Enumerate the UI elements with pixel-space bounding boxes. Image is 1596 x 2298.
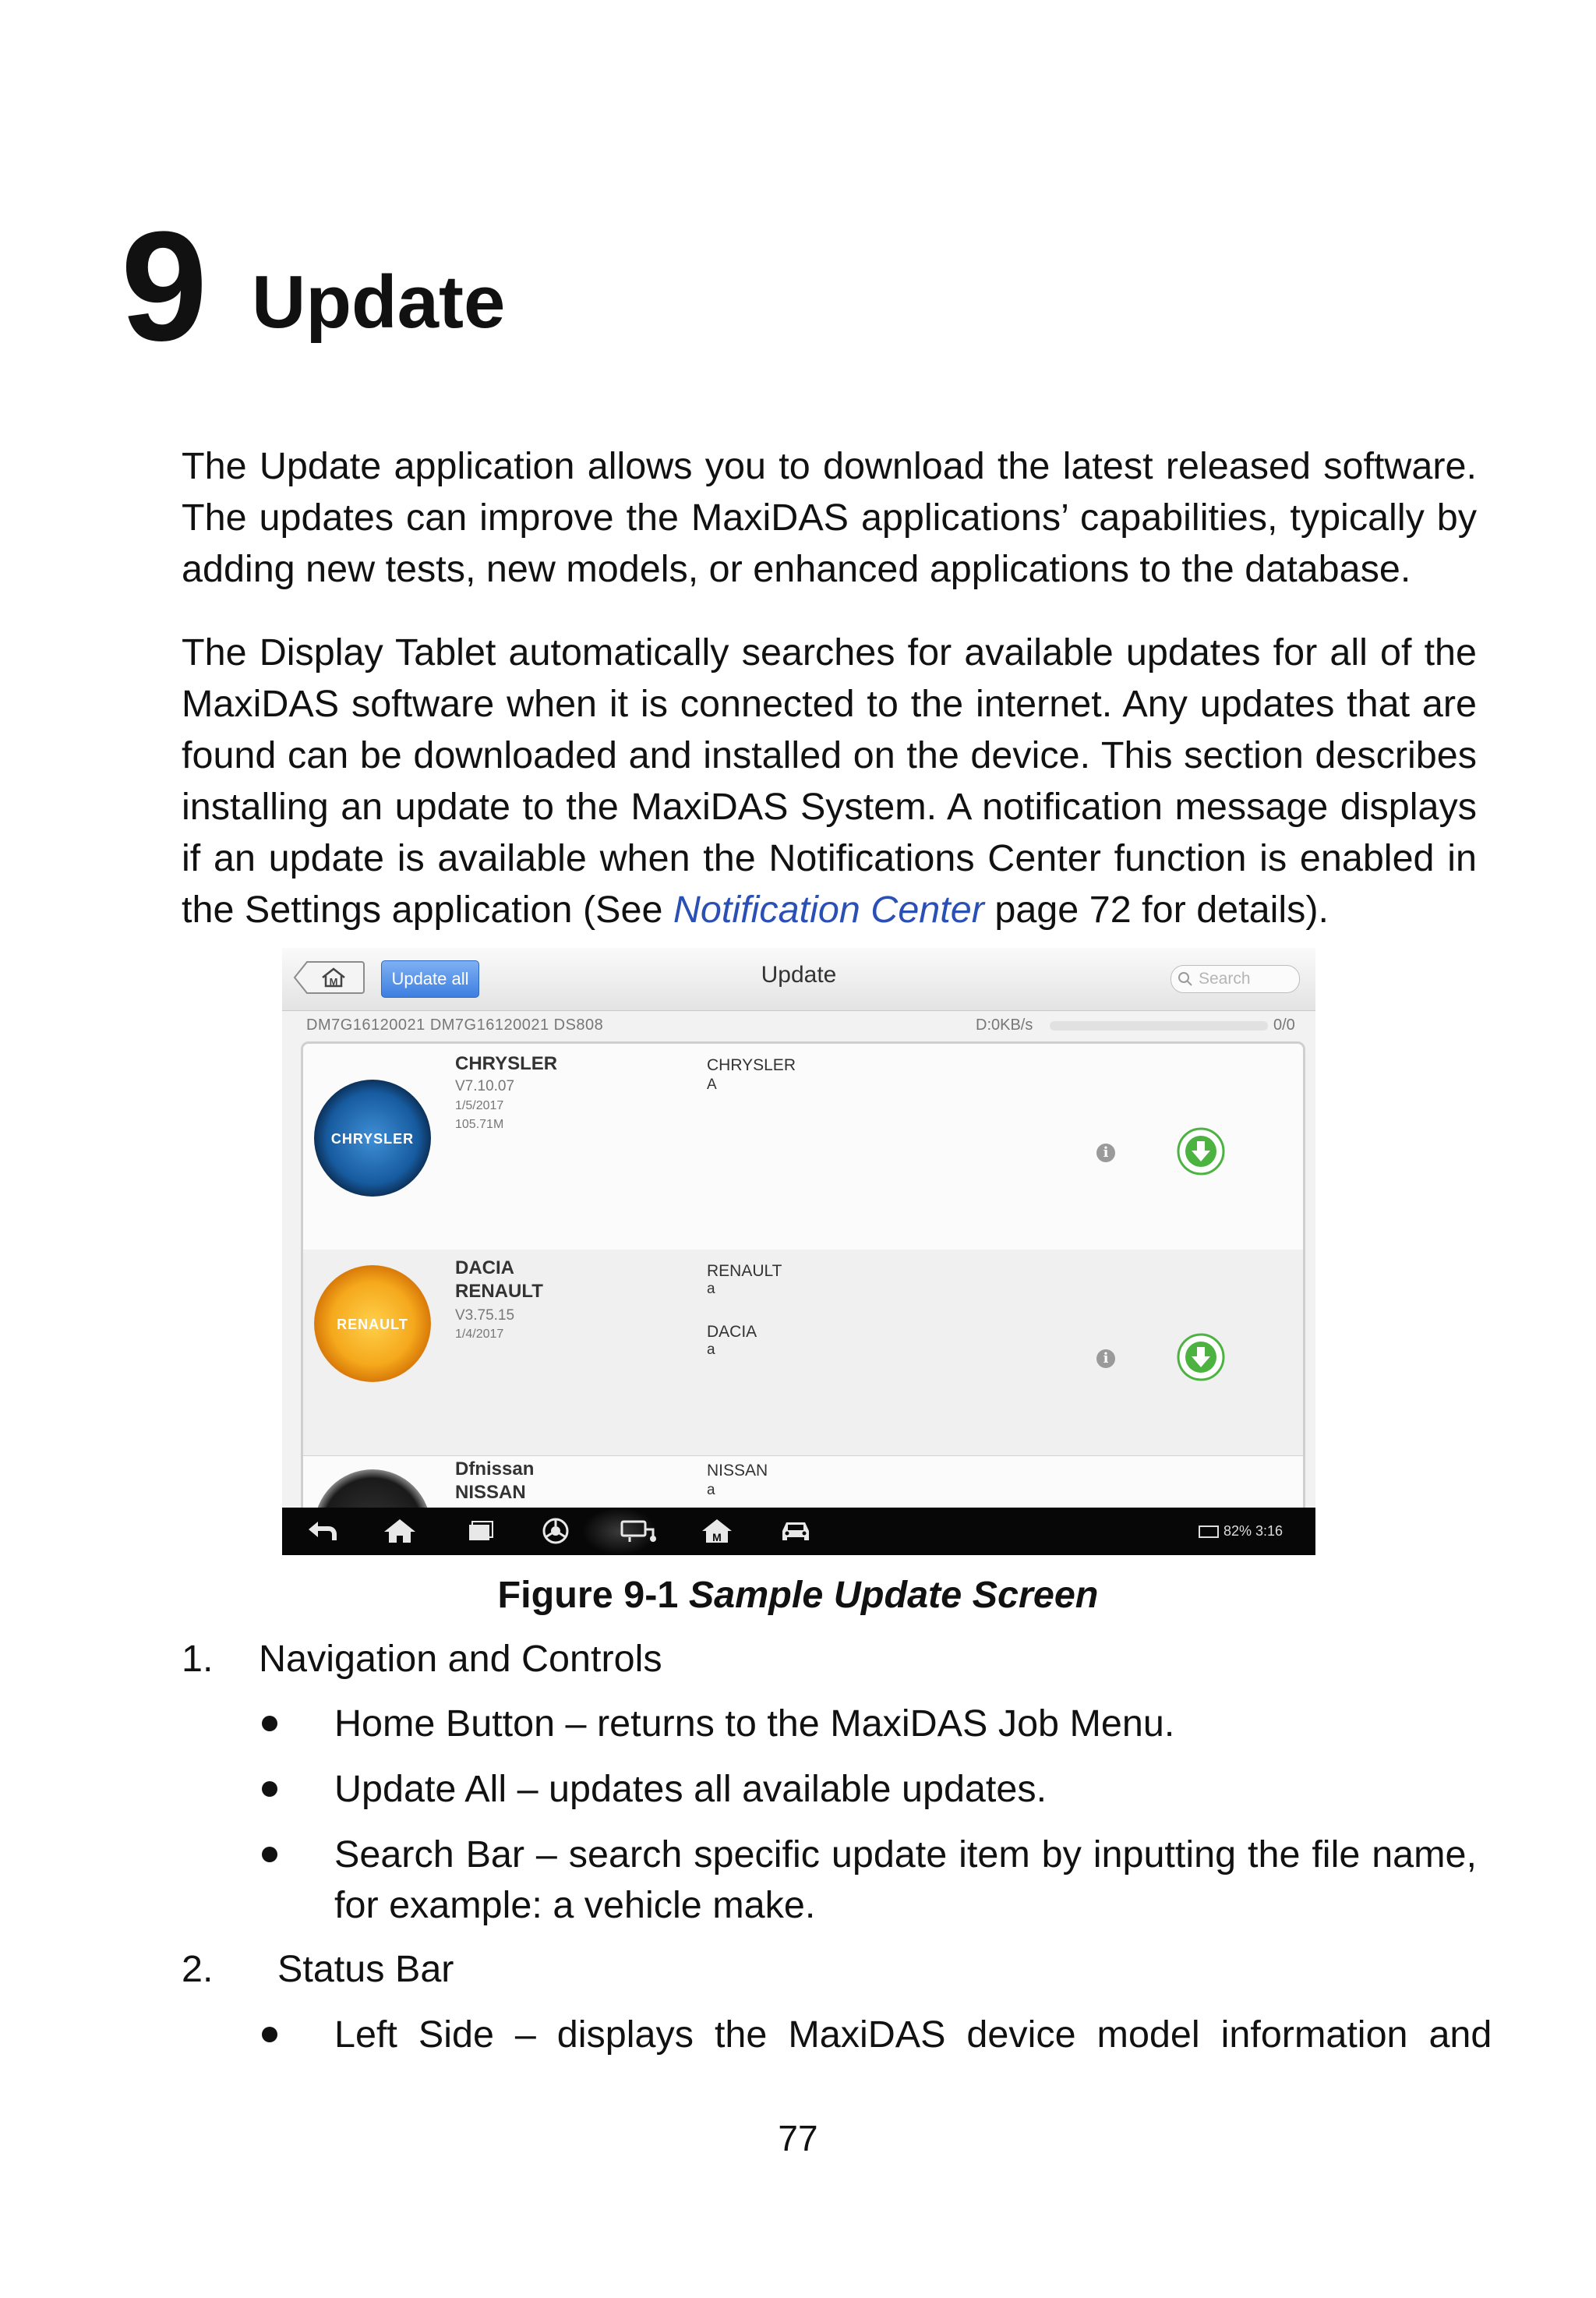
- logo-label: CHRYSLER: [330, 1131, 415, 1147]
- notification-center-link[interactable]: Notification Center: [673, 889, 984, 931]
- bullet-text: Search Bar – search specific update item by inputting the file name,: [334, 1833, 1477, 1876]
- search-icon: [1178, 971, 1193, 987]
- bullet-text: for example: a vehicle make.: [334, 1884, 816, 1926]
- battery-wifi-icon: [1199, 1526, 1219, 1538]
- item-make-sub: A: [707, 1077, 717, 1093]
- item-make: NISSAN: [707, 1462, 768, 1480]
- list-item[interactable]: [303, 1250, 1303, 1456]
- info-icon[interactable]: i: [1096, 1144, 1115, 1162]
- title-bar: [282, 948, 1315, 1011]
- figure-label: Figure 9-1: [497, 1574, 679, 1616]
- bullet-text: Left Side – displays the MaxiDAS device model information and: [334, 2013, 1492, 2056]
- list-item-title: Navigation and Controls: [259, 1638, 662, 1680]
- back-icon[interactable]: [305, 1517, 341, 1545]
- home-icon[interactable]: [382, 1517, 418, 1545]
- info-icon[interactable]: i: [1096, 1349, 1115, 1368]
- list-number: 1.: [182, 1638, 214, 1680]
- status-bar: [282, 1012, 1315, 1038]
- item-name: DACIA: [455, 1257, 514, 1278]
- item-version: V3.75.15: [455, 1307, 515, 1324]
- figure-title: Sample Update Screen: [688, 1574, 1099, 1616]
- update-all-button[interactable]: Update all: [381, 960, 479, 998]
- recent-apps-icon[interactable]: [463, 1517, 499, 1545]
- item-name: NISSAN: [455, 1482, 526, 1503]
- item-make: DACIA: [707, 1323, 757, 1341]
- download-progress-bar: [1050, 1021, 1268, 1031]
- item-size: 105.71M: [455, 1118, 504, 1131]
- system-status: [1199, 1523, 1283, 1540]
- list-item-title: Status Bar: [277, 1948, 454, 1990]
- para-text: page 72 for details).: [983, 889, 1329, 931]
- bullet: [262, 1781, 277, 1797]
- para-last-line: [182, 884, 1477, 935]
- update-count: 0/0: [1273, 1016, 1295, 1034]
- vci-connection-icon[interactable]: [619, 1517, 659, 1545]
- bullet-text: Home Button – returns to the MaxiDAS Job Menu.: [334, 1702, 1175, 1745]
- item-date: 1/5/2017: [455, 1099, 504, 1112]
- para-line: if an update is available when the Notifications Center function is enabled in: [182, 837, 1477, 879]
- vehicle-icon[interactable]: [778, 1517, 814, 1545]
- svg-text:M: M: [329, 976, 338, 988]
- item-make: RENAULT: [707, 1262, 782, 1280]
- intro-paragraph: [182, 440, 1477, 595]
- chapter-number: 9: [121, 200, 208, 373]
- update-description-paragraph: [182, 627, 1477, 935]
- intro-line: The updates can improve the MaxiDAS applications’ capabilities, typically by: [182, 497, 1477, 539]
- download-icon[interactable]: [1176, 1332, 1226, 1382]
- maxidas-home-icon[interactable]: [699, 1517, 735, 1545]
- bullet: [262, 2027, 277, 2042]
- intro-line: The Update application allows you to download the latest released software.: [182, 445, 1477, 487]
- download-speed: D:0KB/s: [976, 1016, 1033, 1034]
- item-version: V7.10.07: [455, 1078, 515, 1094]
- search-input[interactable]: [1171, 965, 1300, 993]
- logo-label: RENAULT: [337, 1317, 408, 1332]
- item-make-sub: a: [707, 1482, 715, 1498]
- figure-caption: [0, 1573, 1596, 1617]
- item-make: CHRYSLER: [707, 1056, 796, 1074]
- intro-line: adding new tests, new models, or enhanced applications to the database.: [182, 548, 1411, 590]
- para-line: found can be downloaded and installed on the device. This section describes: [182, 734, 1477, 776]
- page-number: 77: [778, 2118, 818, 2158]
- battery-and-time: 82% 3:16: [1223, 1523, 1284, 1539]
- item-name: CHRYSLER: [455, 1053, 558, 1074]
- para-line: MaxiDAS software when it is connected to the internet. Any updates that are: [182, 683, 1477, 725]
- search-placeholder: Search: [1199, 970, 1251, 988]
- browser-icon[interactable]: [538, 1517, 574, 1545]
- list-item[interactable]: [303, 1044, 1303, 1250]
- chrysler-logo: [314, 1080, 431, 1197]
- update-screen-figure: [282, 948, 1315, 1555]
- para-line: The Display Tablet automatically searches for available updates for all of the: [182, 631, 1477, 673]
- para-line: installing an update to the MaxiDAS System. A notification message displays: [182, 786, 1477, 828]
- para-text: the Settings application (See: [182, 889, 673, 931]
- download-icon[interactable]: [1176, 1126, 1226, 1176]
- renault-logo: [314, 1265, 431, 1382]
- system-navigation-bar: [282, 1508, 1315, 1555]
- item-make-sub: a: [707, 1342, 715, 1358]
- chapter-title: Update: [252, 260, 506, 344]
- bullet: [262, 1716, 277, 1731]
- item-name: Dfnissan: [455, 1458, 535, 1480]
- update-list: [301, 1041, 1305, 1555]
- device-info: DM7G16120021 DM7G16120021 DS808: [306, 1016, 604, 1034]
- svg-text:M: M: [712, 1531, 722, 1543]
- screen-title: Update: [761, 962, 837, 988]
- bullet: [262, 1847, 277, 1862]
- item-date: 1/4/2017: [455, 1328, 504, 1341]
- item-name: RENAULT: [455, 1281, 543, 1302]
- item-make-sub: a: [707, 1281, 715, 1297]
- bullet-text: Update All – updates all available updates.: [334, 1768, 1047, 1810]
- list-number: 2.: [182, 1948, 214, 1990]
